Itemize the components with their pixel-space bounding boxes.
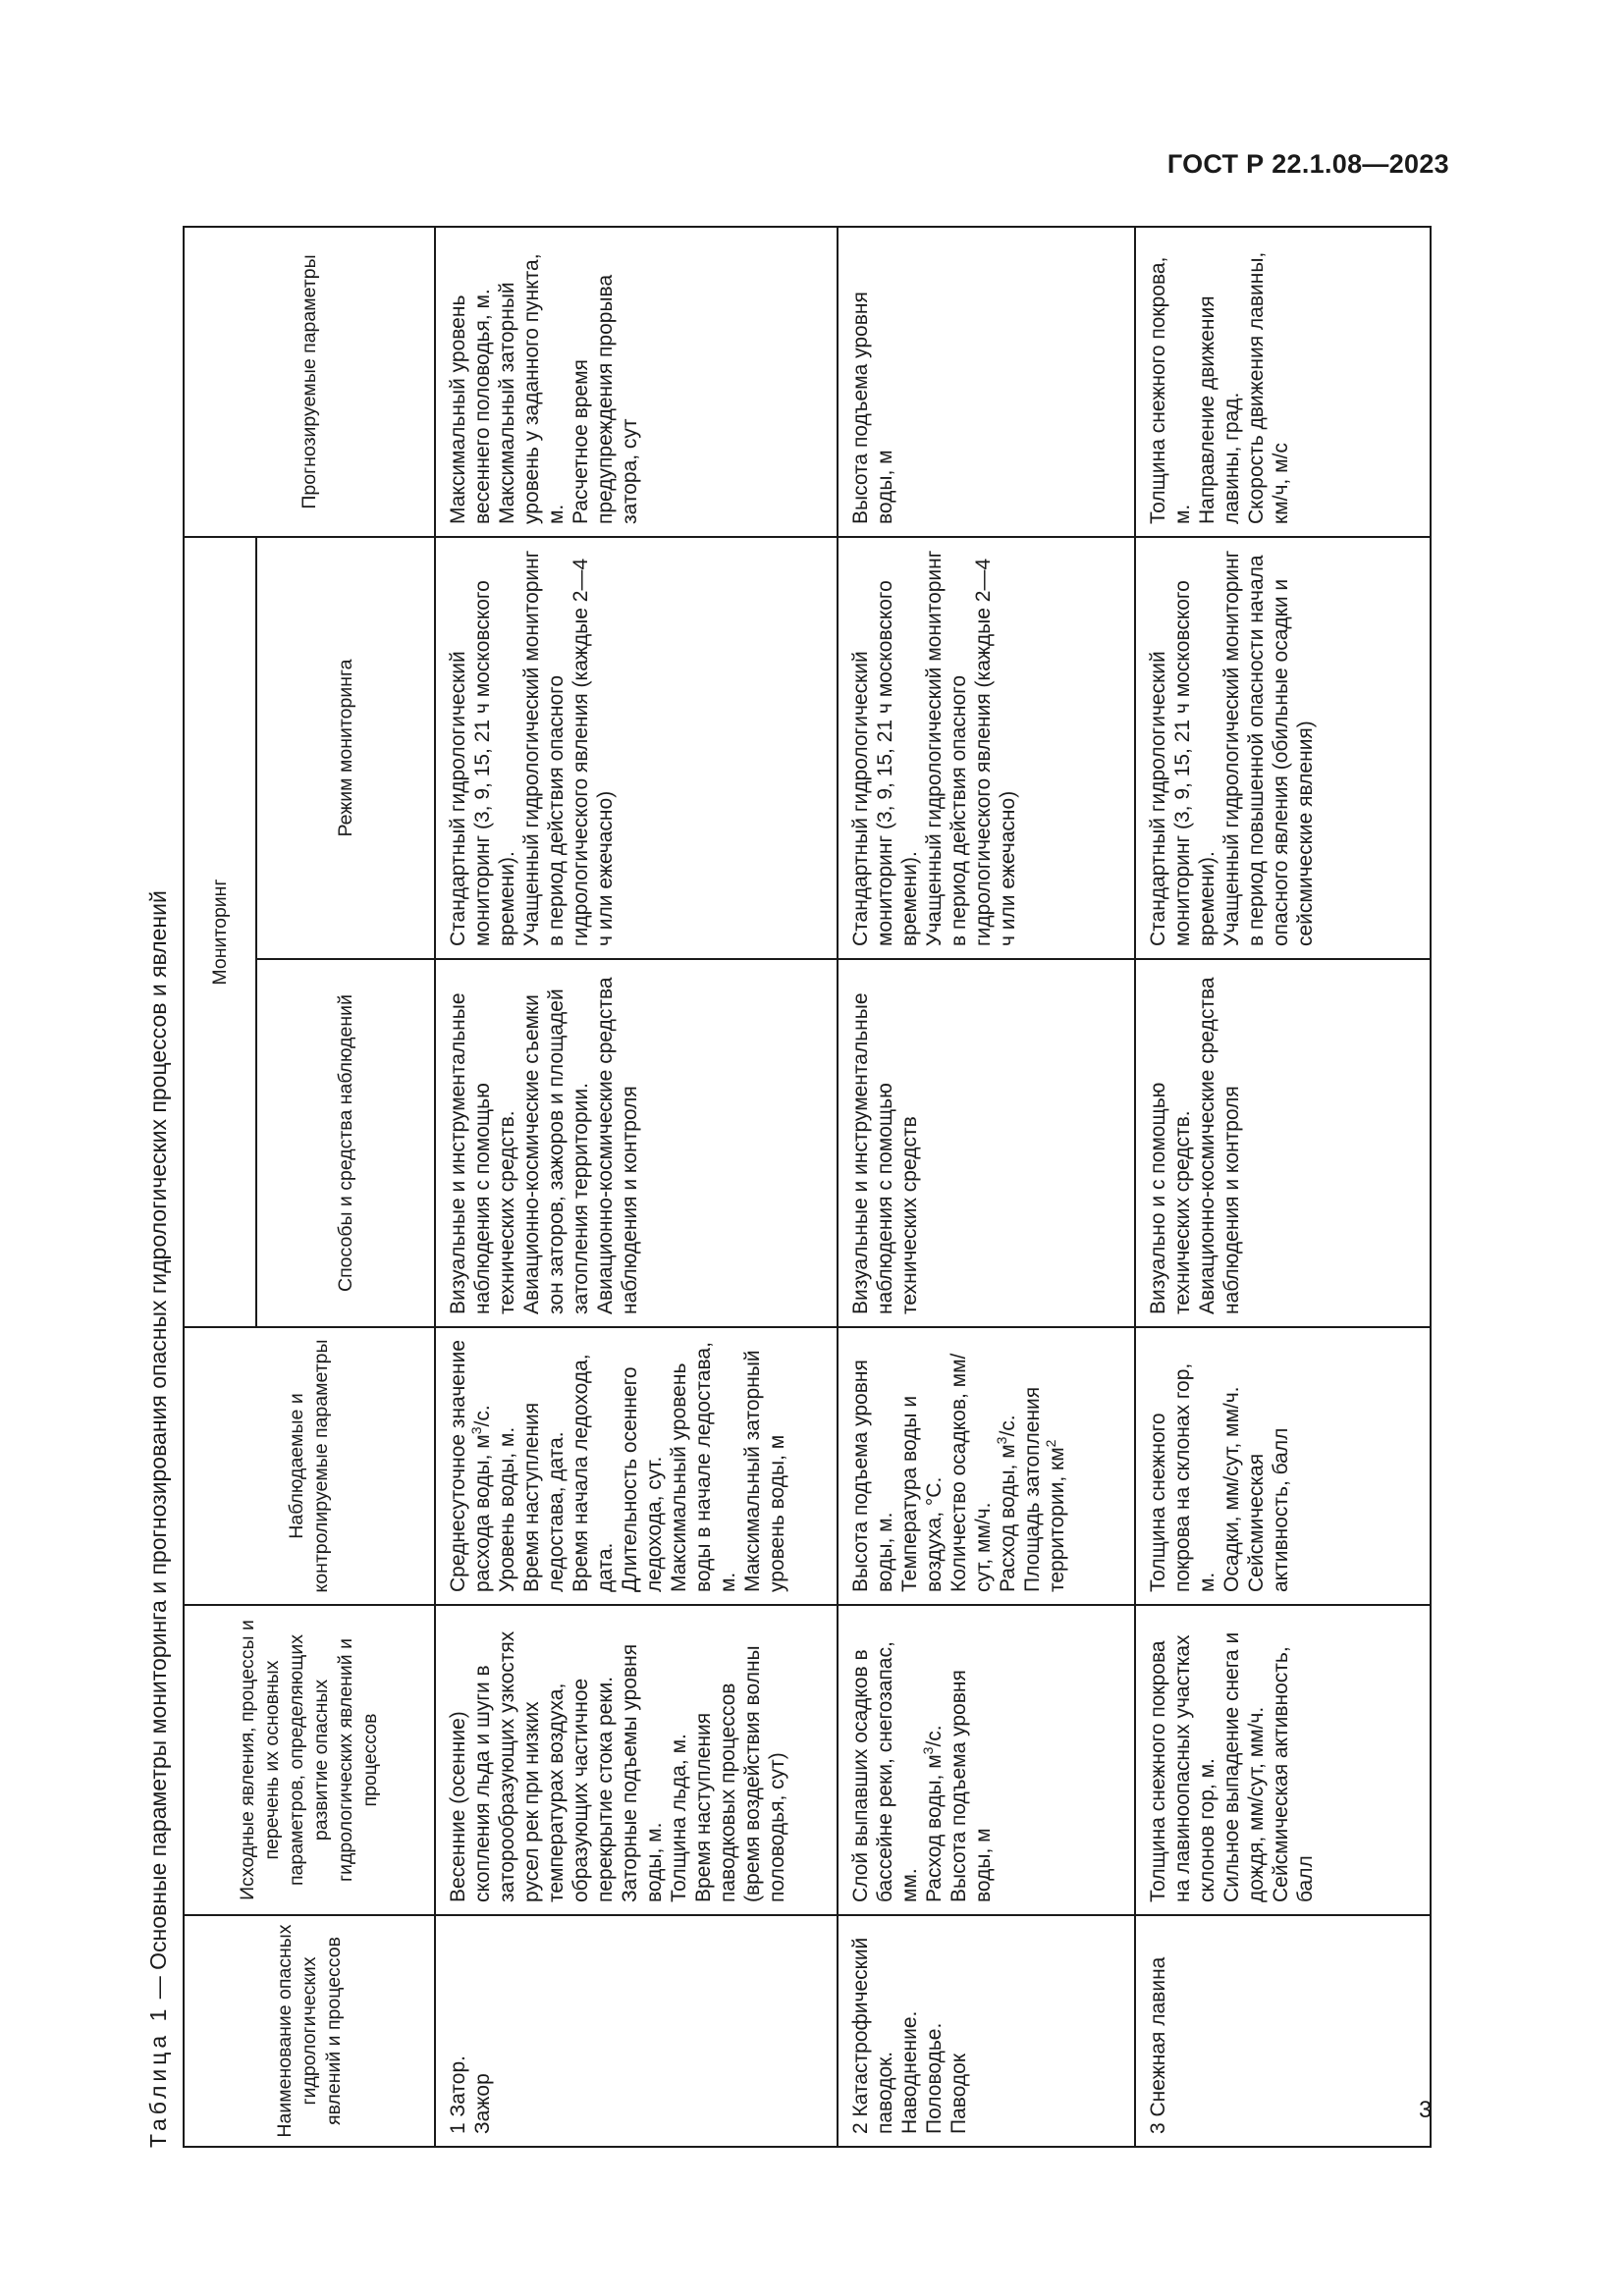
- text-line: Расчетное время предупреждения прорыва затора, сут: [569, 274, 641, 524]
- unit-superscript: 3: [920, 1746, 936, 1755]
- text-line: [996, 1338, 1020, 1592]
- text-line: Стандартный гидрологический мониторинг (3, 9, 15, 21 ч московского времени).: [447, 580, 518, 946]
- text-line: Максимальный заторный уровень у заданного пункта, м.: [496, 253, 568, 524]
- cell-forecast: [838, 227, 1135, 537]
- header-monitoring: Мониторинг: [184, 537, 256, 1327]
- cell-mode: [838, 537, 1135, 959]
- text-fragment: Площадь затопления территории, км: [1021, 1386, 1068, 1592]
- text-line: Высота подъема уровня воды, м: [849, 292, 896, 524]
- cell-methods: [1135, 959, 1431, 1327]
- cell-forecast: [1135, 227, 1431, 537]
- text-line: Толщина снежного покрова на лавиноопасных участках склонов гор, м.: [1147, 1634, 1218, 1902]
- text-line: Время начала ледохода, дата.: [569, 1354, 617, 1592]
- text-line: Зажор: [471, 2073, 494, 2134]
- text-line: Количество осадков, мм/сут, мм/ч.: [947, 1353, 995, 1592]
- cell-name: [435, 1915, 838, 2147]
- header-mode: Режим мониторинга: [256, 537, 435, 959]
- text-line: Учащенный гидрологический мониторинг в период действия опасного гидрологического явления (каждые 2—4 ч или ежечасно): [520, 550, 617, 946]
- table-row: [838, 227, 1135, 2147]
- cell-forecast: [435, 227, 838, 537]
- unit-superscript: 3: [994, 1436, 1009, 1445]
- text-line: [922, 1616, 947, 1902]
- cell-observed: [838, 1327, 1135, 1605]
- text-fragment: Среднесуточное значение расхода воды, м: [447, 1340, 494, 1592]
- text-fragment: Расход воды, м: [997, 1444, 1019, 1592]
- cell-source: [435, 1605, 838, 1915]
- table-caption: [135, 890, 181, 2148]
- table-row: [1135, 227, 1431, 2147]
- text-line: Время наступления ледостава, дата.: [520, 1402, 568, 1592]
- text-line: Осадки, мм/сут, мм/ч.: [1220, 1386, 1243, 1592]
- text-line: Авиационно-космические средства наблюдения и контроля: [594, 977, 641, 1314]
- text-line: Визуальные и инструментальные наблюдения с помощью технических средств.: [447, 992, 518, 1314]
- header-name: Наименование опасных гидрологических явлений и процессов: [184, 1915, 435, 2147]
- cell-observed: [435, 1327, 838, 1605]
- text-line: Максимальный уровень воды в начале ледостава, м.: [668, 1342, 739, 1592]
- unit-suffix: /с.: [471, 1405, 494, 1427]
- cell-name: [838, 1915, 1135, 2147]
- text-line: Высота подъема уровня воды, м: [947, 1670, 995, 1902]
- text-line: Уровень воды, м.: [496, 1426, 518, 1592]
- text-line: Время наступления паводковых процессов (время воздействия волны половодья, сут): [692, 1645, 788, 1902]
- text-line: Половодье.: [923, 2022, 946, 2134]
- monitoring-table: [183, 226, 1432, 2148]
- header-methods: Способы и средства наблюдений: [256, 959, 435, 1327]
- text-fragment: Расход воды, м: [923, 1754, 946, 1902]
- text-line: [1020, 1338, 1069, 1592]
- standard-designation: ГОСТ Р 22.1.08—2023: [1166, 149, 1449, 179]
- text-line: Наводнение.: [898, 2010, 921, 2134]
- cell-mode: [1135, 537, 1431, 959]
- unit-superscript: 2: [1043, 1439, 1058, 1448]
- text-line: Температура воды и воздуха, °С.: [898, 1395, 946, 1592]
- text-line: Стандартный гидрологический мониторинг (3, 9, 15, 21 ч московского времени).: [1147, 580, 1218, 946]
- cell-observed: [1135, 1327, 1431, 1605]
- cell-mode: [435, 537, 838, 959]
- text-line: [446, 1338, 495, 1592]
- text-line: Направление движения лавины, град.: [1196, 295, 1243, 524]
- text-line: Скорость движения лавины, км/ч, м/с: [1245, 251, 1292, 524]
- text-line: Максимальный уровень весеннего половодья, м.: [447, 289, 494, 524]
- text-line: Высота подъема уровня воды, м.: [849, 1360, 896, 1592]
- text-line: Сейсмическая активность, балл: [1245, 1427, 1292, 1592]
- table-caption-label: Таблица 1: [145, 2004, 171, 2148]
- text-line: Толщина льда, м.: [668, 1734, 690, 1902]
- header-observed: Наблюдаемые и контролируемые параметры: [184, 1327, 435, 1605]
- page-number: 3: [1419, 2097, 1433, 2123]
- header-source: Исходные явления, процессы и перечень их основных параметров, определяющих развитие опасных гидрологических явлений и процессов: [184, 1605, 435, 1915]
- text-line: Слой выпавших осадков в бассейне реки, снегозапас, мм.: [849, 1641, 921, 1902]
- text-line: Учащенный гидрологический мониторинг в период действия опасного гидрологического явления (каждые 2—4 ч или ежечасно): [923, 550, 1019, 946]
- text-line: Визуально и с помощью технических средств.: [1147, 1082, 1194, 1314]
- cell-methods: [838, 959, 1135, 1327]
- text-line: Авиационно-космические средства наблюдения и контроля: [1196, 977, 1243, 1314]
- header-forecast: Прогнозируемые параметры: [184, 227, 435, 537]
- text-line: Максимальный заторный уровень воды, м: [741, 1350, 788, 1592]
- text-line: Сильное выпадение снега и дождя, мм/сут, мм/ч.: [1220, 1631, 1268, 1902]
- text-line: Весенние (осенние) скопления льда и шуги в заторообразующих узкостях русел рек при низких температурах воздуха, образующих частичное перекрытие стока реки.: [447, 1630, 617, 1902]
- text-line: Авиационно-космические съемки зон заторов, зажоров и площадей затопления территории.: [520, 988, 592, 1314]
- unit-suffix: /с.: [923, 1725, 946, 1747]
- text-line: 1 Затор.: [447, 2056, 469, 2134]
- text-line: Учащенный гидрологический мониторинг в период повышенной опасности начала опасного явления (обильные осадки и сейсмические явления): [1220, 550, 1317, 946]
- rotated-table-block: [135, 228, 1317, 2148]
- text-line: Толщина снежного покрова, м.: [1147, 256, 1194, 524]
- cell-source: [1135, 1605, 1431, 1915]
- unit-superscript: 3: [468, 1426, 484, 1435]
- unit-suffix: /с.: [997, 1415, 1019, 1437]
- text-line: 2 Катастрофический паводок.: [849, 1937, 896, 2134]
- table-caption-text: — Основные параметры мониторинга и прогнозирования опасных гидрологических процессов и явлений: [145, 890, 171, 2005]
- text-line: 3 Снежная лавина: [1147, 1956, 1169, 2134]
- text-line: Длительность осеннего ледохода, сут.: [619, 1366, 666, 1592]
- cell-name: [1135, 1915, 1431, 2147]
- table-row: [435, 227, 838, 2147]
- text-line: Паводок: [947, 2053, 970, 2134]
- text-line: Визуальные и инструментальные наблюдения с помощью технических средств: [849, 992, 921, 1314]
- text-line: Заторные подъемы уровня воды, м.: [619, 1643, 666, 1902]
- text-line: Сейсмическая активность, балл: [1270, 1646, 1317, 1902]
- cell-methods: [435, 959, 838, 1327]
- cell-source: [838, 1605, 1135, 1915]
- text-line: Толщина снежного покрова на склонах гор, м.: [1147, 1362, 1218, 1592]
- text-line: Стандартный гидрологический мониторинг (3, 9, 15, 21 ч московского времени).: [849, 580, 921, 946]
